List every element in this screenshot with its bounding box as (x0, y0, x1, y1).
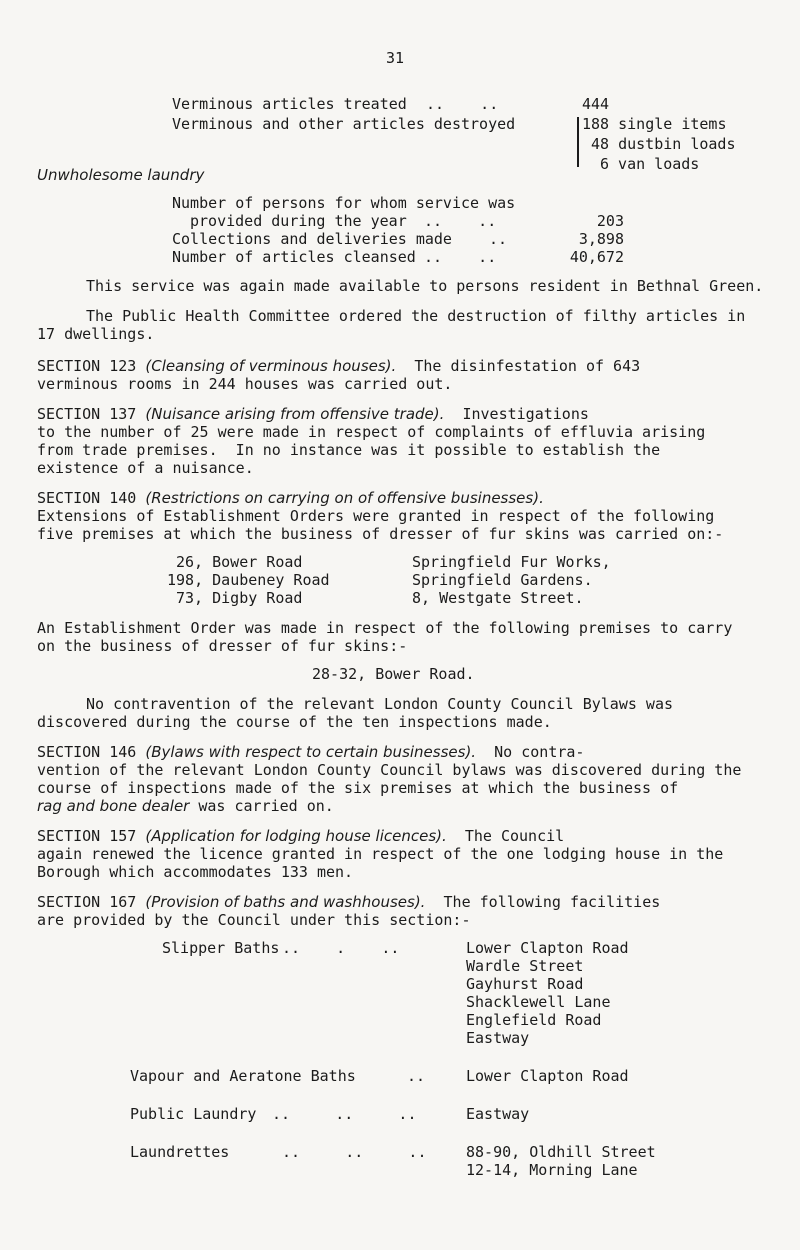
section-label: SECTION 123 (37, 357, 137, 375)
section-label: SECTION 146 (37, 743, 137, 761)
premises-left: 26, Bower Road (176, 553, 303, 571)
facility-type: Vapour and Aeratone Baths (130, 1067, 356, 1085)
section-140-line (37, 488, 544, 508)
section-label: SECTION 140 (37, 489, 137, 507)
business-name: rag and bone dealer (37, 797, 190, 815)
section-text: vention of the relevant London County Council bylaws was discovered during the (37, 761, 742, 779)
section-text: from trade premises. In no instance was it possible to establish the (37, 441, 661, 459)
section-text: are provided by the Council under this section:- (37, 911, 471, 929)
facility-location: Shacklewell Lane (466, 993, 611, 1011)
paragraph: The Public Health Committee ordered the destruction of filthy articles in (86, 307, 746, 325)
section-title: (Application for lodging house licences). (145, 827, 447, 845)
facility-location: Englefield Road (466, 1011, 602, 1029)
verminous-treated-value: 444 (582, 95, 610, 113)
dots: .. .. (424, 248, 497, 266)
order-premises: 28-32, Bower Road. (312, 665, 475, 683)
facility-location: Wardle Street (466, 957, 584, 975)
section-167-line (37, 892, 660, 912)
section-137-line (37, 404, 589, 424)
section-label: SECTION 157 (37, 827, 137, 845)
premises-right: Springfield Gardens. (412, 571, 593, 589)
section-label: SECTION 137 (37, 405, 137, 423)
dots: .. .. (426, 95, 499, 113)
section-title: (Nuisance arising from offensive trade). (145, 405, 445, 423)
section-text: to the number of 25 were made in respect of complaints of effluvia arising (37, 423, 706, 441)
section-text: No contra- (494, 743, 585, 761)
facility-type: Laundrettes (130, 1143, 230, 1161)
laundry-row-value: 3,898 (578, 230, 624, 248)
facility-location: 88-90, Oldhill Street (466, 1143, 656, 1161)
dots: .. (489, 230, 508, 248)
dots: .. .. (424, 212, 497, 230)
section-title: (Bylaws with respect to certain businesses). (145, 743, 477, 761)
section-146-line (37, 742, 584, 762)
section-text: The disinfestation of 643 (414, 357, 641, 375)
section-text: on the business of dresser of fur skins:- (37, 637, 408, 655)
paragraph: 17 dwellings. (37, 325, 155, 343)
section-label: SECTION 167 (37, 893, 137, 911)
facility-type: Public Laundry (130, 1105, 257, 1123)
laundry-row-value: 203 (596, 212, 624, 230)
facility-location: Eastway (466, 1105, 530, 1123)
section-text: The following facilities (443, 893, 661, 911)
dots: .. .. .. (282, 1143, 427, 1161)
dots: .. . .. (282, 939, 400, 957)
premises-left: 73, Digby Road (176, 589, 303, 607)
section-title: (Provision of baths and washhouses). (145, 893, 426, 911)
section-title: (Restrictions on carrying on of offensive businesses). (145, 489, 544, 507)
premises-right: Springfield Fur Works, (412, 553, 611, 571)
facility-location: Lower Clapton Road (466, 1067, 629, 1085)
section-text: No contravention of the relevant London County Council Bylaws was (86, 695, 673, 713)
facility-location: 12-14, Morning Lane (466, 1161, 638, 1179)
section-text: was carried on. (189, 797, 334, 815)
verminous-treated-label: Verminous articles treated (172, 95, 407, 113)
destroyed-item: 188 single items (582, 115, 727, 133)
section-text: verminous rooms in 244 houses was carried out. (37, 375, 453, 393)
page-number: 31 (386, 49, 405, 67)
facility-location: Eastway (466, 1029, 530, 1047)
laundry-row-label: provided during the year (190, 212, 407, 230)
section-text: Extensions of Establishment Orders were granted in respect of the following (37, 507, 715, 525)
laundry-heading: Unwholesome laundry (37, 166, 205, 184)
dots: .. (407, 1067, 426, 1085)
facility-location: Lower Clapton Road (466, 939, 629, 957)
section-123-line (37, 356, 640, 376)
premises-right: 8, Westgate Street. (412, 589, 584, 607)
dots: .. .. .. (272, 1105, 417, 1123)
verminous-destroyed-label: Verminous and other articles destroyed (172, 115, 516, 133)
section-text: discovered during the course of the ten inspections made. (37, 713, 552, 731)
laundry-row-label: Number of articles cleansed (172, 248, 416, 266)
premises-left: 198, Daubeney Road (167, 571, 330, 589)
section-text: five premises at which the business of dresser of fur skins was carried on:- (37, 525, 724, 543)
section-text: The Council (464, 827, 565, 845)
destroyed-item: 48 dustbin loads (591, 135, 736, 153)
laundry-row-value: 40,672 (569, 248, 624, 266)
facility-location: Gayhurst Road (466, 975, 584, 993)
section-text: existence of a nuisance. (37, 459, 254, 477)
paragraph: This service was again made available to persons resident in Bethnal Green. (86, 277, 764, 295)
section-title: (Cleansing of verminous houses). (145, 357, 397, 375)
facility-type: Slipper Baths (162, 939, 280, 957)
section-text: An Establishment Order was made in respect of the following premises to carry (37, 619, 733, 637)
section-146-line4 (37, 796, 334, 816)
laundry-row-label: Collections and deliveries made (172, 230, 452, 248)
section-text: Borough which accommodates 133 men. (37, 863, 354, 881)
section-text: again renewed the licence granted in respect of the one lodging house in the (37, 845, 724, 863)
section-text: Investigations (462, 405, 589, 423)
destroyed-item: 6 van loads (600, 155, 700, 173)
laundry-row-label: Number of persons for whom service was (172, 194, 516, 212)
section-text: course of inspections made of the six premises at which the business of (37, 779, 679, 797)
section-157-line (37, 826, 564, 846)
brace (577, 117, 579, 167)
